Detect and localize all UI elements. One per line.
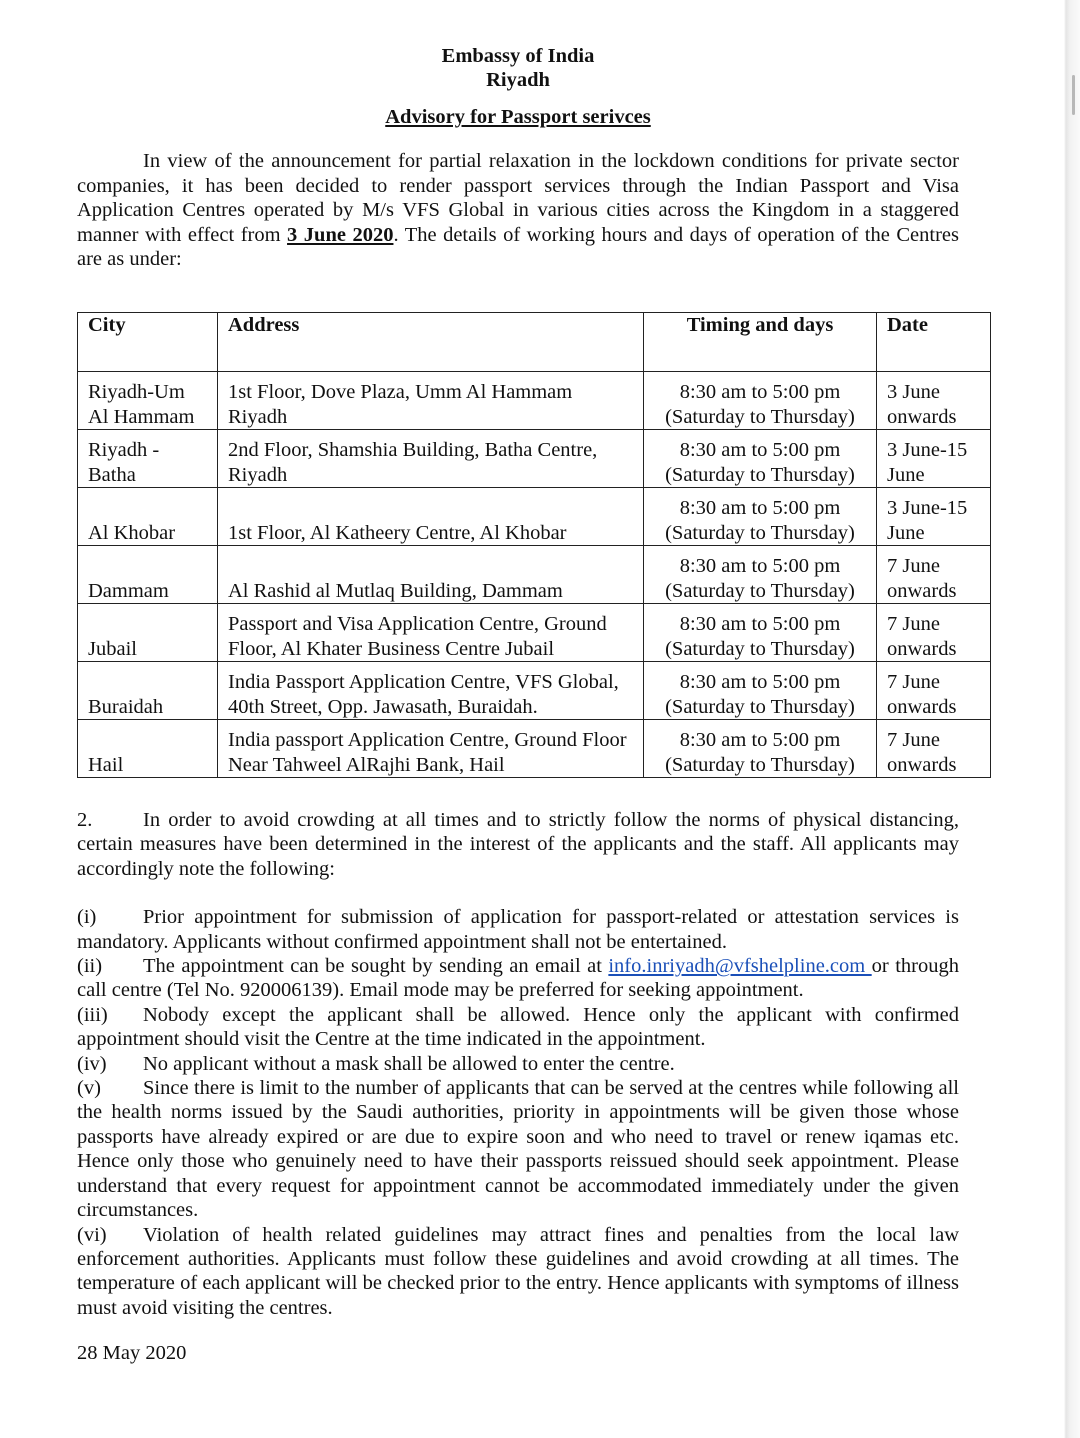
cell-timing [644, 430, 877, 488]
cell-days: (Saturday to Thursday) [665, 637, 855, 660]
list-item [77, 954, 959, 1003]
cell-days: (Saturday to Thursday) [665, 753, 855, 776]
cell-timing [644, 488, 877, 546]
item-marker: (i) [77, 906, 97, 929]
cell-timing [644, 604, 877, 662]
header-address: Address [218, 313, 644, 372]
cell-date: 3 June-15 June [877, 430, 991, 488]
cell-date: 7 June onwards [877, 720, 991, 778]
cell-city: Jubail [78, 604, 218, 662]
cell-city: Al Khobar [78, 488, 218, 546]
cell-hours: 8:30 am to 5:00 pm [679, 555, 841, 578]
cell-address: Al Rashid al Mutlaq Building, Dammam [218, 546, 644, 604]
cell-hours: 8:30 am to 5:00 pm [679, 497, 841, 520]
paragraph-2 [77, 808, 959, 881]
cell-address: 1st Floor, Al Katheery Centre, Al Khobar [218, 488, 644, 546]
intro-text-start: In view of the announcement for partial relaxation in the lockdown conditions for private sector companies, it has been decided to render passport services through the Indian Passport and Visa Application Centres operated by M/s VFS Global in various cities across the Kingdom in a staggered manner with effect from [77, 150, 959, 246]
embassy-name: Embassy of India [441, 45, 595, 67]
item-marker: (iv) [77, 1052, 107, 1075]
cell-address: 1st Floor, Dove Plaza, Umm Al Hammam Riyadh [218, 372, 644, 430]
cell-hours: 8:30 am to 5:00 pm [679, 613, 841, 636]
table-row [78, 546, 991, 604]
measures-section [77, 808, 959, 1320]
cell-address: India Passport Application Centre, VFS Global, 40th Street, Opp. Jawasath, Buraidah. [218, 662, 644, 720]
cell-days: (Saturday to Thursday) [665, 405, 855, 428]
item-marker: (ii) [77, 955, 103, 978]
table-header-row [78, 313, 991, 372]
cell-address: India passport Application Centre, Ground Floor Near Tahweel AlRajhi Bank, Hail [218, 720, 644, 778]
item-text: Violation of health related guidelines may attract fines and penalties from the local law enforcement authorities. Applicants must follow these guidelines and avoid crowding at all times. The temperature of each applicant will be checked prior to the entry. Hence applicants with symptoms of illness must avoid visiting the centres. [77, 1223, 959, 1319]
table-row [78, 604, 991, 662]
document-body [77, 44, 959, 271]
cell-date: 3 June onwards [877, 372, 991, 430]
header-city: City [78, 313, 218, 372]
cell-date: 3 June-15 June [877, 488, 991, 546]
cell-days: (Saturday to Thursday) [665, 579, 855, 602]
header-date: Date [877, 313, 991, 372]
intro-paragraph [77, 149, 959, 271]
cell-city: Hail [78, 720, 218, 778]
cell-timing [644, 546, 877, 604]
list-item [77, 1223, 959, 1321]
cell-hours: 8:30 am to 5:00 pm [679, 439, 841, 462]
intro-text-end: . The details of working hours and days of operation of the Centres are as under: [77, 223, 959, 271]
item-text: Since there is limit to the number of applicants that can be served at the centres while following all the health norms issued by the Saudi authorities, priority in appointments will be given those whose passports have already expired or are due to expire soon and who need to travel or renew iqamas etc. Hence only those who genuinely need to have their passports reissued should seek appointment. Please understand that every request for appointment cannot be accommodated immediately under the given circumstances. [77, 1077, 959, 1222]
item-marker: (iii) [77, 1003, 108, 1026]
item-text: No applicant without a mask shall be allowed to enter the centre. [143, 1052, 675, 1075]
item-text: Nobody except the applicant shall be allowed. Hence only the applicant with confirmed appointment should visit the Centre at the time indicated in the appointment. [77, 1003, 959, 1051]
cell-date: 7 June onwards [877, 662, 991, 720]
list-item [77, 1076, 959, 1222]
table-row [78, 488, 991, 546]
cell-timing [644, 662, 877, 720]
cell-date: 7 June onwards [877, 604, 991, 662]
cell-city: Riyadh-Um Al Hammam [78, 372, 218, 430]
cell-date: 7 June onwards [877, 546, 991, 604]
page-edge [1064, 0, 1080, 1438]
advisory-title: Advisory for Passport serivces [385, 106, 651, 128]
cell-days: (Saturday to Thursday) [665, 463, 855, 486]
table-row [78, 662, 991, 720]
cell-hours: 8:30 am to 5:00 pm [679, 729, 841, 752]
embassy-city: Riyadh [486, 69, 550, 91]
cell-city: Buraidah [78, 662, 218, 720]
cell-days: (Saturday to Thursday) [665, 521, 855, 544]
paragraph-number: 2. [77, 809, 93, 831]
item-text: Prior appointment for submission of application for passport-related or attestation services is mandatory. Applicants without confirmed appointment shall not be entertained. [77, 906, 959, 953]
item-marker: (v) [77, 1077, 101, 1100]
table-row [78, 372, 991, 430]
centres-table [77, 312, 991, 778]
cell-hours: 8:30 am to 5:00 pm [679, 671, 841, 694]
item-text: The appointment can be sought by sending an email at [143, 955, 609, 978]
scrollbar-thumb[interactable] [1072, 75, 1075, 115]
paragraph-2-text: In order to avoid crowding at all times and to strictly follow the norms of physical distancing, certain measures have been determined in the interest of the applicants and the staff. All applicants may accordingly note the following: [77, 809, 959, 880]
list-item [77, 1003, 959, 1052]
list-item [77, 905, 959, 954]
item-text-end: or through call centre (Tel No. 920006139). Email mode may be preferred for seeking appointment. [77, 955, 959, 1002]
cell-hours: 8:30 am to 5:00 pm [679, 381, 841, 404]
cell-timing [644, 720, 877, 778]
document-date: 28 May 2020 [77, 1342, 187, 1364]
cell-days: (Saturday to Thursday) [665, 695, 855, 718]
cell-city: Dammam [78, 546, 218, 604]
cell-address: 2nd Floor, Shamshia Building, Batha Centre, Riyadh [218, 430, 644, 488]
list-item [77, 1052, 959, 1076]
table-row [78, 720, 991, 778]
email-link[interactable]: info.inriyadh@vfshelpline.com [608, 955, 872, 978]
header-timing: Timing and days [644, 313, 877, 372]
item-marker: (vi) [77, 1223, 107, 1246]
cell-address: Passport and Visa Application Centre, Ground Floor, Al Khater Business Centre Jubail [218, 604, 644, 662]
cell-timing [644, 372, 877, 430]
cell-city: Riyadh - Batha [78, 430, 218, 488]
table-row [78, 430, 991, 488]
intro-effective-date: 3 June 2020 [287, 223, 394, 246]
